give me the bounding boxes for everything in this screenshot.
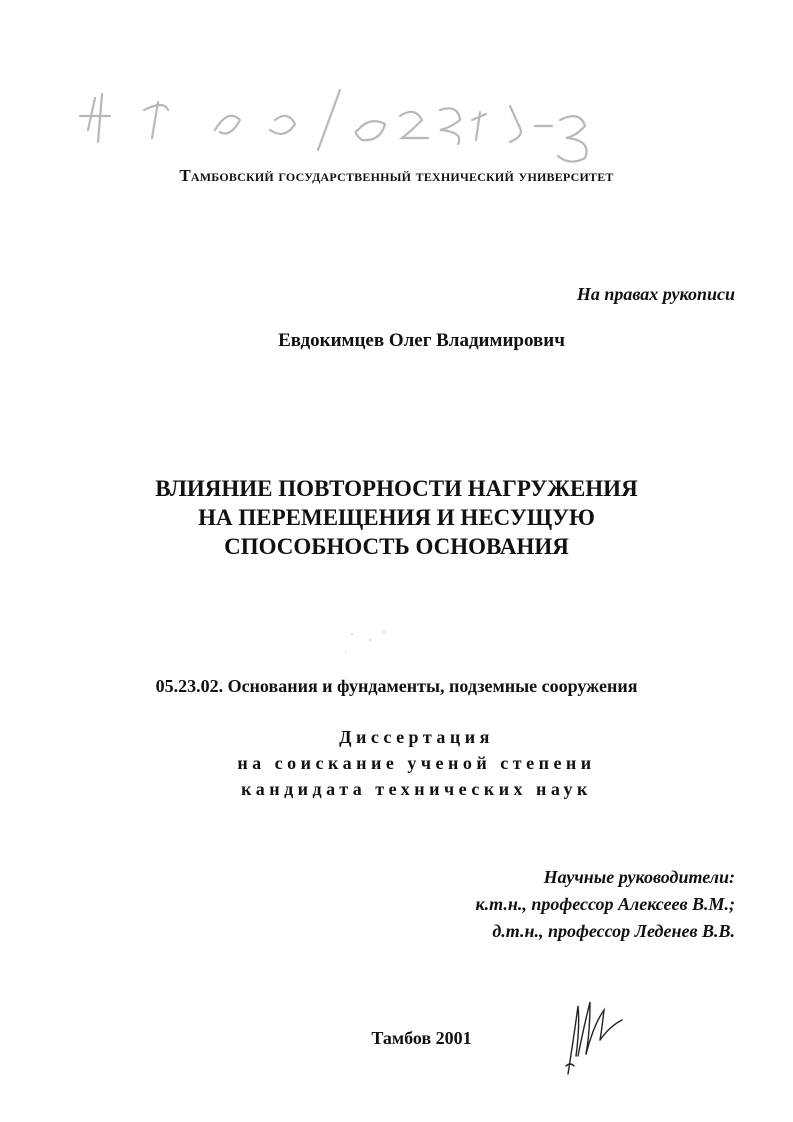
degree-line: Диссертация	[339, 727, 494, 747]
title-line: ВЛИЯНИЕ ПОВТОРНОСТИ НАГРУЖЕНИЯ	[155, 476, 638, 501]
title-line: СПОСОБНОСТЬ ОСНОВАНИЯ	[224, 534, 569, 559]
handwritten-archive-mark	[40, 80, 600, 170]
manuscript-rights-note: На правах рукописи	[576, 284, 735, 304]
specialty-code: 05.23.02. Основания и фундаменты, подземные сооружения	[155, 676, 638, 696]
title-line: НА ПЕРЕМЕЩЕНИЯ И НЕСУЩУЮ	[198, 505, 595, 530]
dissertation-title	[0, 474, 793, 561]
city-year: Тамбов 2001	[371, 1028, 472, 1048]
degree-line: на соискание ученой степени	[237, 753, 596, 773]
handwritten-signature	[560, 996, 630, 1076]
scientific-supervisors	[476, 864, 735, 945]
university-name: Тамбовский государственный технический университет	[179, 166, 614, 185]
supervisors-heading: Научные руководители:	[543, 867, 735, 887]
degree-line: кандидата технических наук	[241, 779, 592, 799]
author-name: Евдокимцев Олег Владимирович	[278, 330, 565, 351]
degree-statement	[0, 724, 793, 802]
scan-speck	[340, 620, 400, 660]
supervisor-line: к.т.н., профессор Алексеев В.М.;	[475, 894, 735, 914]
supervisor-line: д.т.н., профессор Леденев В.В.	[492, 921, 735, 941]
